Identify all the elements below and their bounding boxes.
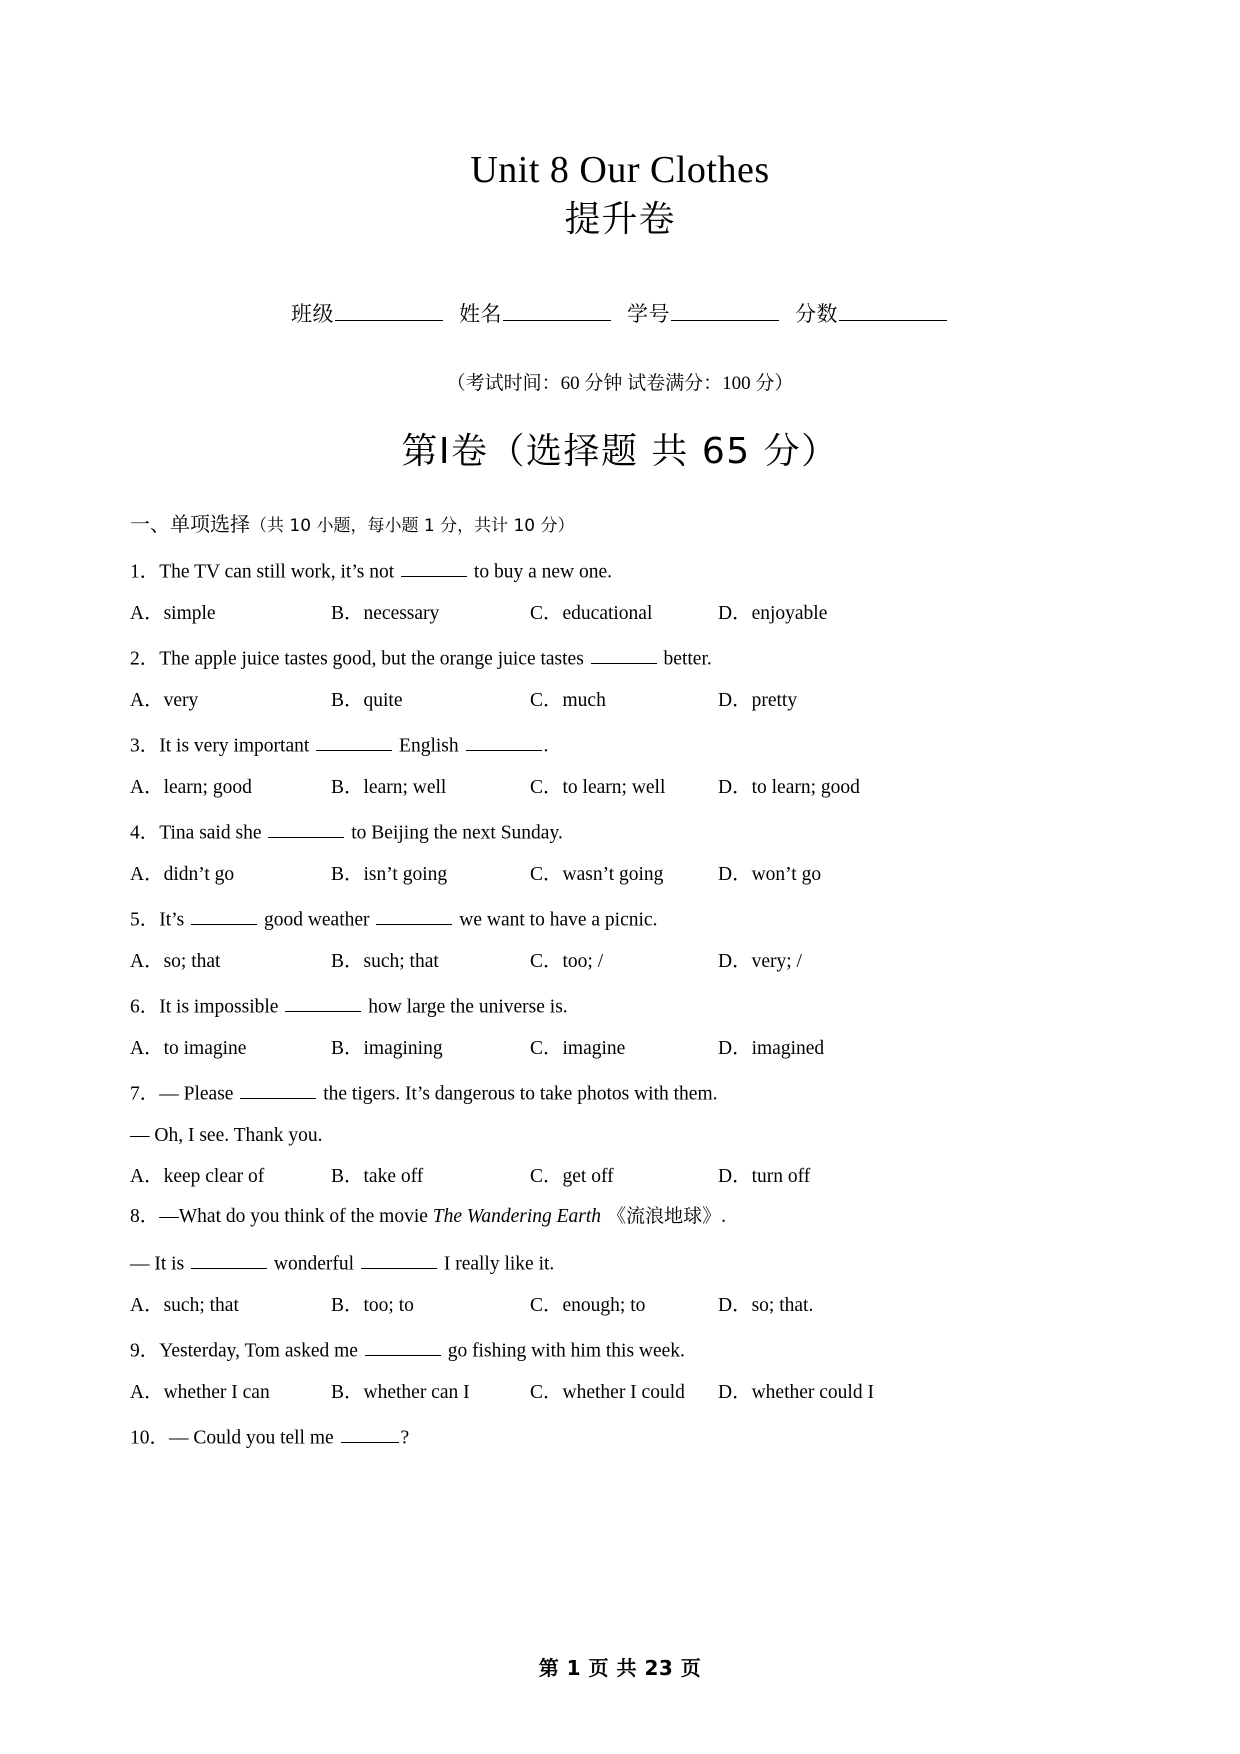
option-a[interactable]: A．to imagine [130, 1037, 247, 1059]
option-a[interactable]: A．keep clear of [130, 1166, 265, 1188]
stem-text-end: to buy a new one. [469, 561, 612, 583]
question-list [130, 557, 1110, 1448]
part-heading: 第Ⅰ卷（选择题 共 65 分） [401, 430, 839, 472]
question-number: 2． [130, 648, 160, 670]
option-a[interactable]: A．whether I can [130, 1381, 270, 1403]
question-item [130, 905, 1110, 972]
question-number: 7． [130, 1083, 160, 1105]
question-stem [130, 1336, 1110, 1361]
question-item [130, 1079, 1110, 1188]
class-blank[interactable] [335, 298, 443, 321]
question-number: 1． [130, 561, 160, 583]
option-row [130, 865, 1110, 885]
question-continuation [130, 1249, 1110, 1274]
answer-blank[interactable] [401, 557, 467, 578]
option-b[interactable]: B．such; that [331, 950, 439, 972]
stem-text-end: we want to have a picnic. [454, 909, 658, 931]
question-item [130, 644, 1110, 711]
student-id-blank[interactable] [671, 298, 779, 321]
answer-blank[interactable] [240, 1079, 316, 1100]
question-number: 8． [130, 1206, 160, 1228]
question-stem [130, 644, 1110, 669]
option-row [130, 1167, 1110, 1187]
question-number: 10． [130, 1427, 170, 1449]
option-c[interactable]: C．educational [530, 602, 653, 624]
stem-text-end: how large the universe is. [363, 996, 568, 1018]
question-item [130, 818, 1110, 885]
stem-text-mid: good weather [259, 909, 375, 931]
stem-text: Tina said she [159, 822, 267, 844]
continuation-post: I really like it. [438, 1253, 555, 1275]
answer-blank[interactable] [191, 1249, 267, 1270]
question-number: 4． [130, 822, 160, 844]
answer-blank[interactable] [285, 992, 361, 1013]
section-title: 一、单项选择 [130, 511, 250, 536]
score-blank[interactable] [839, 298, 947, 321]
option-d[interactable]: D．won’t go [718, 863, 822, 885]
option-b[interactable]: B．learn; well [331, 776, 447, 798]
class-label: 班级 [291, 301, 334, 326]
option-c[interactable]: C．enough; to [530, 1294, 646, 1316]
option-row [130, 691, 1110, 711]
option-a[interactable]: A．such; that [130, 1294, 239, 1316]
continuation-mid: wonderful [269, 1253, 359, 1275]
option-c[interactable]: C．much [530, 689, 606, 711]
stem-text-end: ? [400, 1427, 410, 1449]
stem-text: — Could you tell me [169, 1427, 339, 1449]
stem-text: It is very important [159, 735, 315, 757]
option-row [130, 604, 1110, 624]
question-item [130, 1423, 1110, 1448]
option-c[interactable]: C．whether I could [530, 1381, 685, 1403]
continuation-pre: — It is [130, 1253, 190, 1275]
question-stem [130, 731, 1110, 756]
option-b[interactable]: B．isn’t going [331, 863, 448, 885]
option-d[interactable]: D．so; that. [718, 1294, 814, 1316]
question-number: 6． [130, 996, 160, 1018]
question-item [130, 992, 1110, 1059]
option-b[interactable]: B．quite [331, 689, 403, 711]
question-stem [130, 1423, 1110, 1448]
answer-blank[interactable] [591, 644, 657, 665]
question-item [130, 1207, 1110, 1316]
option-b[interactable]: B．necessary [331, 602, 440, 624]
stem-text: —What do you think of the movie [159, 1206, 433, 1228]
option-a[interactable]: A．learn; good [130, 776, 252, 798]
option-d[interactable]: D．imagined [718, 1037, 825, 1059]
stem-text-end: . [543, 735, 549, 757]
question-number: 3． [130, 735, 160, 757]
question-stem [130, 1207, 1110, 1227]
stem-text: It is impossible [159, 996, 284, 1018]
option-row [130, 1383, 1110, 1403]
option-a[interactable]: A．so; that [130, 950, 221, 972]
section-heading [130, 508, 1110, 537]
option-d[interactable]: D．whether could I [718, 1381, 874, 1403]
page-title: Unit 8 Our Clothes [470, 149, 770, 191]
stem-text-end: the tigers. It’s dangerous to take photos with them. [318, 1083, 718, 1105]
exam-meta: （考试时间：60 分钟 试卷满分：100 分） [446, 372, 794, 394]
option-row [130, 1039, 1110, 1059]
section-note: （共 10 小题，每小题 1 分，共计 10 分） [250, 515, 575, 536]
option-c[interactable]: C．to learn; well [530, 776, 666, 798]
question-stem [130, 992, 1110, 1017]
answer-blank-2[interactable] [376, 905, 452, 926]
option-c[interactable]: C．too; / [530, 950, 604, 972]
stem-text-end: to Beijing the next Sunday. [346, 822, 563, 844]
question-stem [130, 1079, 1110, 1104]
option-c[interactable]: C．get off [530, 1166, 614, 1188]
option-d[interactable]: D．enjoyable [718, 602, 828, 624]
option-row [130, 778, 1110, 798]
answer-blank-2[interactable] [361, 1249, 437, 1270]
option-a[interactable]: A．simple [130, 602, 216, 624]
question-item [130, 557, 1110, 624]
stem-text-end: . [721, 1206, 726, 1228]
score-label: 分数 [795, 301, 838, 326]
answer-blank[interactable] [268, 818, 344, 839]
option-row [130, 1296, 1110, 1316]
stem-text: The TV can still work, it’s not [159, 561, 400, 583]
answer-blank[interactable] [365, 1336, 441, 1357]
answer-blank[interactable] [316, 731, 392, 752]
name-label: 姓名 [459, 301, 502, 326]
question-stem [130, 905, 1110, 930]
question-number: 9． [130, 1340, 160, 1362]
student-id-label: 学号 [627, 301, 670, 326]
question-stem [130, 818, 1110, 843]
answer-blank[interactable] [341, 1423, 399, 1444]
stem-text: — Please [159, 1083, 239, 1105]
option-row [130, 952, 1110, 972]
answer-blank[interactable] [191, 905, 257, 926]
question-item [130, 731, 1110, 798]
question-item [130, 1336, 1110, 1403]
option-b[interactable]: B．whether can I [331, 1381, 470, 1403]
stem-text-mid: English [394, 735, 464, 757]
stem-text: The apple juice tastes good, but the orange juice tastes [159, 648, 589, 670]
stem-text: It’s [159, 909, 190, 931]
question-number: 5． [130, 909, 160, 931]
option-d[interactable]: D．pretty [718, 689, 798, 711]
page-subtitle: 提升卷 [564, 198, 676, 240]
option-b[interactable]: B．take off [331, 1166, 424, 1188]
option-b[interactable]: B．imagining [331, 1037, 443, 1059]
option-a[interactable]: A．very [130, 689, 199, 711]
question-continuation: — Oh, I see. Thank you. [130, 1124, 323, 1146]
option-d[interactable]: D．very; / [718, 950, 802, 972]
page-footer: 第 1 页 共 23 页 [538, 1656, 702, 1680]
name-blank[interactable] [503, 298, 611, 321]
option-d[interactable]: D．turn off [718, 1166, 811, 1188]
stem-text: Yesterday, Tom asked me [159, 1340, 363, 1362]
stem-text-end: better. [658, 648, 712, 670]
movie-title-cjk: 《流浪地球》 [601, 1205, 722, 1228]
question-stem [130, 557, 1110, 582]
option-c[interactable]: C．wasn’t going [530, 863, 664, 885]
option-d[interactable]: D．to learn; good [718, 776, 860, 798]
option-c[interactable]: C．imagine [530, 1037, 626, 1059]
student-info-line [130, 298, 1110, 328]
answer-blank-2[interactable] [466, 731, 542, 752]
option-a[interactable]: A．didn’t go [130, 863, 235, 885]
option-b[interactable]: B．too; to [331, 1294, 414, 1316]
movie-title: The Wandering Earth [432, 1206, 602, 1228]
stem-text-end: go fishing with him this week. [442, 1340, 685, 1362]
